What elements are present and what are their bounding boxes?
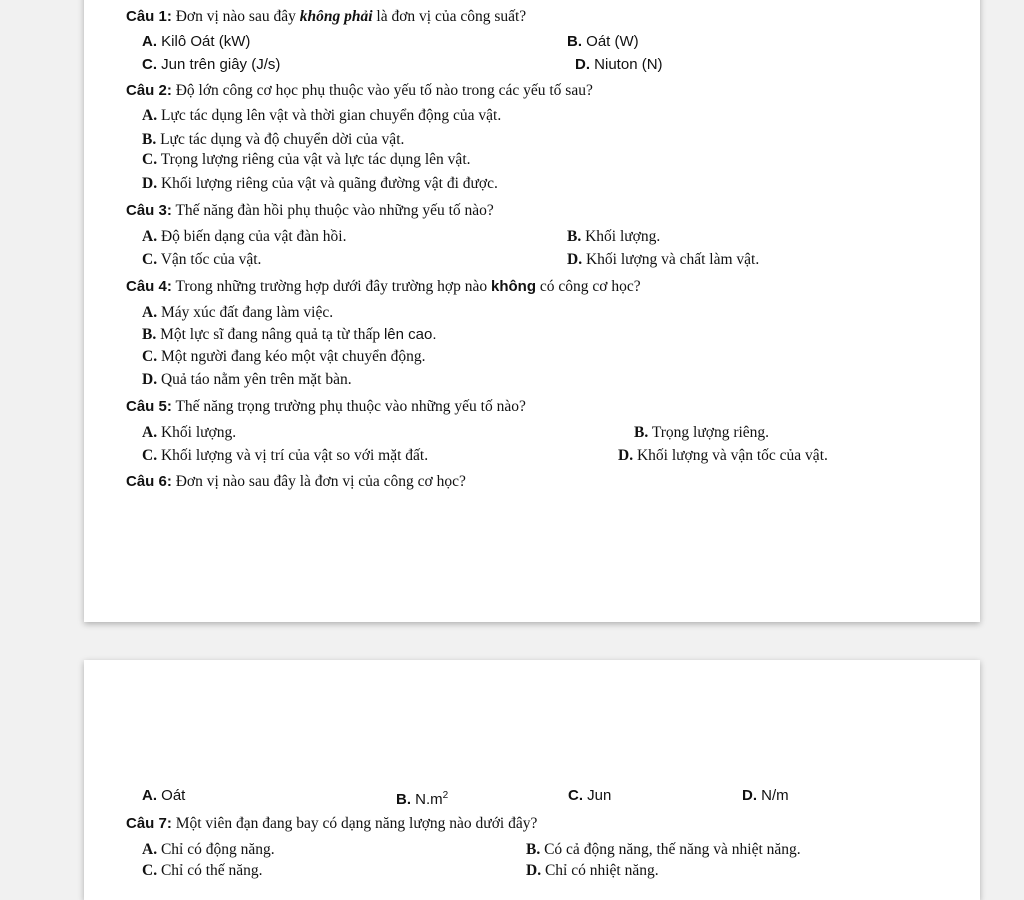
question-text: Độ lớn công cơ học phụ thuộc vào yếu tố nào trong các yếu tố sau? bbox=[175, 82, 593, 99]
question-2 bbox=[126, 81, 593, 101]
question-text: Trong những trường hợp dưới đây trường hợp nào bbox=[175, 278, 488, 295]
answer-7b: B. Có cả động năng, thế năng và nhiệt năng. bbox=[526, 841, 801, 858]
question-text: Một viên đạn đang bay có dạng năng lượng nào dưới đây? bbox=[175, 815, 538, 832]
question-text: Đơn vị nào sau đây là đơn vị của công cơ học? bbox=[175, 473, 466, 490]
question-emphasis: không phải bbox=[299, 8, 373, 25]
question-label: Câu 4: bbox=[126, 278, 172, 295]
question-1 bbox=[126, 7, 526, 27]
answer-2a: A. Lực tác dụng lên vật và thời gian chuyển động của vật. bbox=[142, 107, 502, 124]
question-text-end: có công cơ học? bbox=[539, 278, 641, 295]
answer-3d: D. Khối lượng và chất làm vật. bbox=[567, 251, 760, 268]
answer-7a: A. Chỉ có động năng. bbox=[142, 841, 275, 858]
answer-4d: D. Quả táo nằm yên trên mặt bàn. bbox=[142, 371, 352, 388]
question-emphasis: không bbox=[491, 278, 537, 295]
answer-6c: C. Jun bbox=[568, 787, 612, 804]
answer-2b: B. Lực tác dụng và độ chuyển dời của vật. bbox=[142, 131, 405, 148]
answer-5c: C. Khối lượng và vị trí của vật so với mặt đất. bbox=[142, 447, 429, 464]
question-label: Câu 2: bbox=[126, 82, 172, 99]
answer-1a: A. Kilô Oát (kW) bbox=[142, 33, 251, 50]
answer-4b: B. Một lực sĩ đang nâng quả tạ từ thấp lên cao. bbox=[142, 326, 437, 343]
answer-6d: D. N/m bbox=[742, 787, 789, 804]
answer-2c: C. Trọng lượng riêng của vật và lực tác dụng lên vật. bbox=[142, 151, 471, 168]
answer-2d: D. Khối lượng riêng của vật và quãng đường vật đi được. bbox=[142, 175, 498, 192]
question-text: Thế năng đàn hồi phụ thuộc vào những yếu tố nào? bbox=[175, 202, 494, 219]
question-5 bbox=[126, 397, 526, 417]
answer-4a: A. Máy xúc đất đang làm việc. bbox=[142, 304, 334, 321]
answer-1b: B. Oát (W) bbox=[567, 33, 639, 50]
question-text: Thế năng trọng trường phụ thuộc vào những yếu tố nào? bbox=[175, 398, 526, 415]
superscript: 2 bbox=[442, 790, 449, 801]
answer-6b: B. $N.m^2$ bbox=[396, 790, 449, 808]
answer-1c: C. Jun trên giây (J/s) bbox=[142, 56, 281, 73]
answer-3c: C. Vận tốc của vật. bbox=[142, 251, 262, 268]
answer-6a: A. Oát bbox=[142, 787, 186, 804]
question-6 bbox=[126, 472, 466, 492]
answer-5b: B. Trọng lượng riêng. bbox=[634, 424, 770, 441]
question-label: Câu 1: bbox=[126, 8, 172, 25]
question-text-end: là đơn vị của công suất? bbox=[376, 8, 527, 25]
answer-7d: D. Chỉ có nhiệt năng. bbox=[526, 862, 659, 879]
answer-1d: D. Niuton (N) bbox=[575, 56, 663, 73]
question-4 bbox=[126, 277, 641, 297]
answer-4c: C. Một người đang kéo một vật chuyển động. bbox=[142, 348, 426, 365]
question-label: Câu 5: bbox=[126, 398, 172, 415]
question-label: Câu 6: bbox=[126, 473, 172, 490]
answer-5d: D. Khối lượng và vận tốc của vật. bbox=[618, 447, 828, 464]
answer-3b: B. Khối lượng. bbox=[567, 228, 661, 245]
question-7 bbox=[126, 814, 537, 834]
answer-3a: A. Độ biến dạng của vật đàn hồi. bbox=[142, 228, 347, 245]
question-text: Đơn vị nào sau đây bbox=[175, 8, 296, 25]
answer-7c: C. Chỉ có thế năng. bbox=[142, 862, 263, 879]
answer-5a: A. Khối lượng. bbox=[142, 424, 237, 441]
question-label: Câu 3: bbox=[126, 202, 172, 219]
question-3 bbox=[126, 201, 494, 221]
question-label: Câu 7: bbox=[126, 815, 172, 832]
